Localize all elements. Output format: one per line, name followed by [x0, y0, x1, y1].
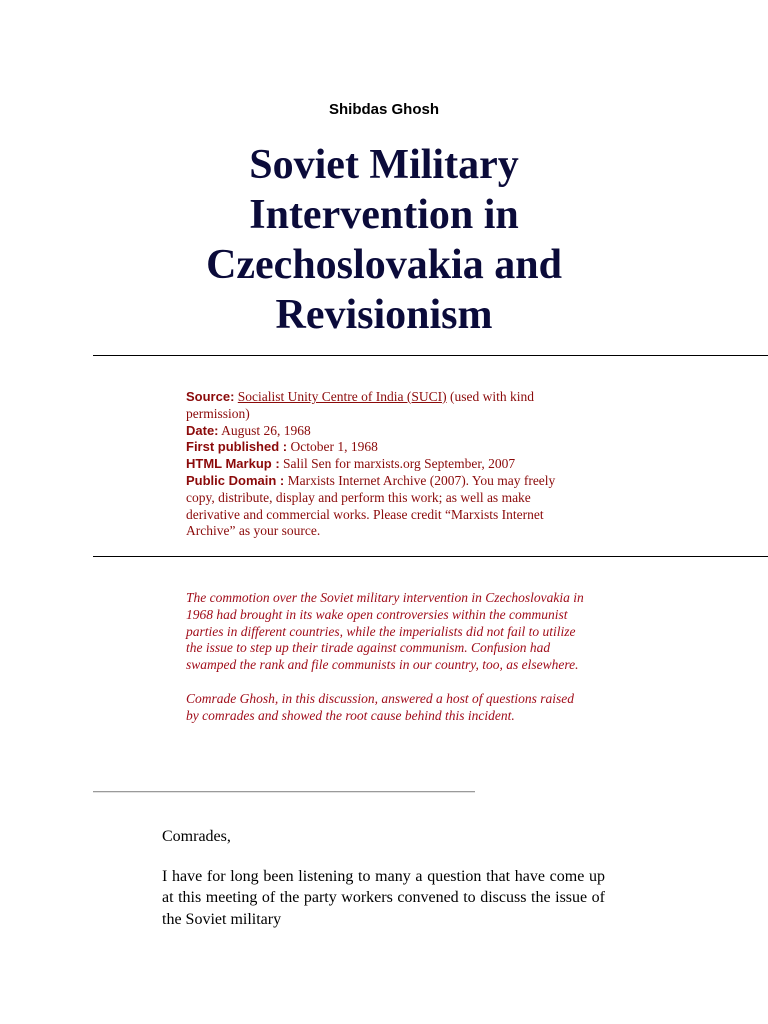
source-label: Source:: [186, 389, 235, 404]
public-domain-label: Public Domain :: [186, 472, 285, 488]
author-name: Shibdas Ghosh: [328, 101, 439, 118]
divider-short: [93, 791, 475, 793]
divider-middle: [93, 556, 768, 557]
html-markup-value: Salil Sen for marxists.org September, 2007: [279, 456, 516, 472]
divider-top: [93, 355, 768, 356]
page-title: Soviet Military Intervention in Czechoslovakia and Revisionism: [206, 142, 562, 338]
html-markup-label: HTML Markup :: [186, 456, 280, 472]
intro-paragraph: Comrade Ghosh, in this discussion, answered a host of questions raised by comrades and showed the root cause behind this incident.: [186, 690, 575, 723]
intro-paragraph: The commotion over the Soviet military intervention in Czechoslovakia in 1968 had brought in its wake open controversies within the communist parties in different countries, while the imperialists did not fail to utilize the issue to step up their tirade against communism. Confusion had swamped the rank and file communists in our country, too, as elsewhere.: [186, 590, 584, 673]
first-published-label: First published :: [186, 439, 288, 455]
editorial-intro: [186, 590, 586, 741]
salutation: Comrades,: [162, 828, 231, 845]
source-note: (used with kind permission): [186, 389, 534, 421]
public-domain-value: Marxists Internet Archive (2007). You may freely copy, distribute, display and perform this work; as well as make derivative and commercial works. Please credit “Marxists Internet Archive” as your source.: [186, 472, 556, 539]
source-link[interactable]: Socialist Unity Centre of India (SUCI): [237, 389, 447, 404]
date-value: August 26, 1968: [218, 422, 311, 438]
source-info-block: [186, 389, 586, 540]
date-label: Date:: [186, 422, 219, 438]
article-body: [162, 826, 605, 948]
first-published-value: October 1, 1968: [287, 439, 378, 455]
body-paragraph: I have for long been listening to many a question that have come up at this meeting of the party workers convened to discuss the issue of the Soviet military: [162, 867, 605, 928]
